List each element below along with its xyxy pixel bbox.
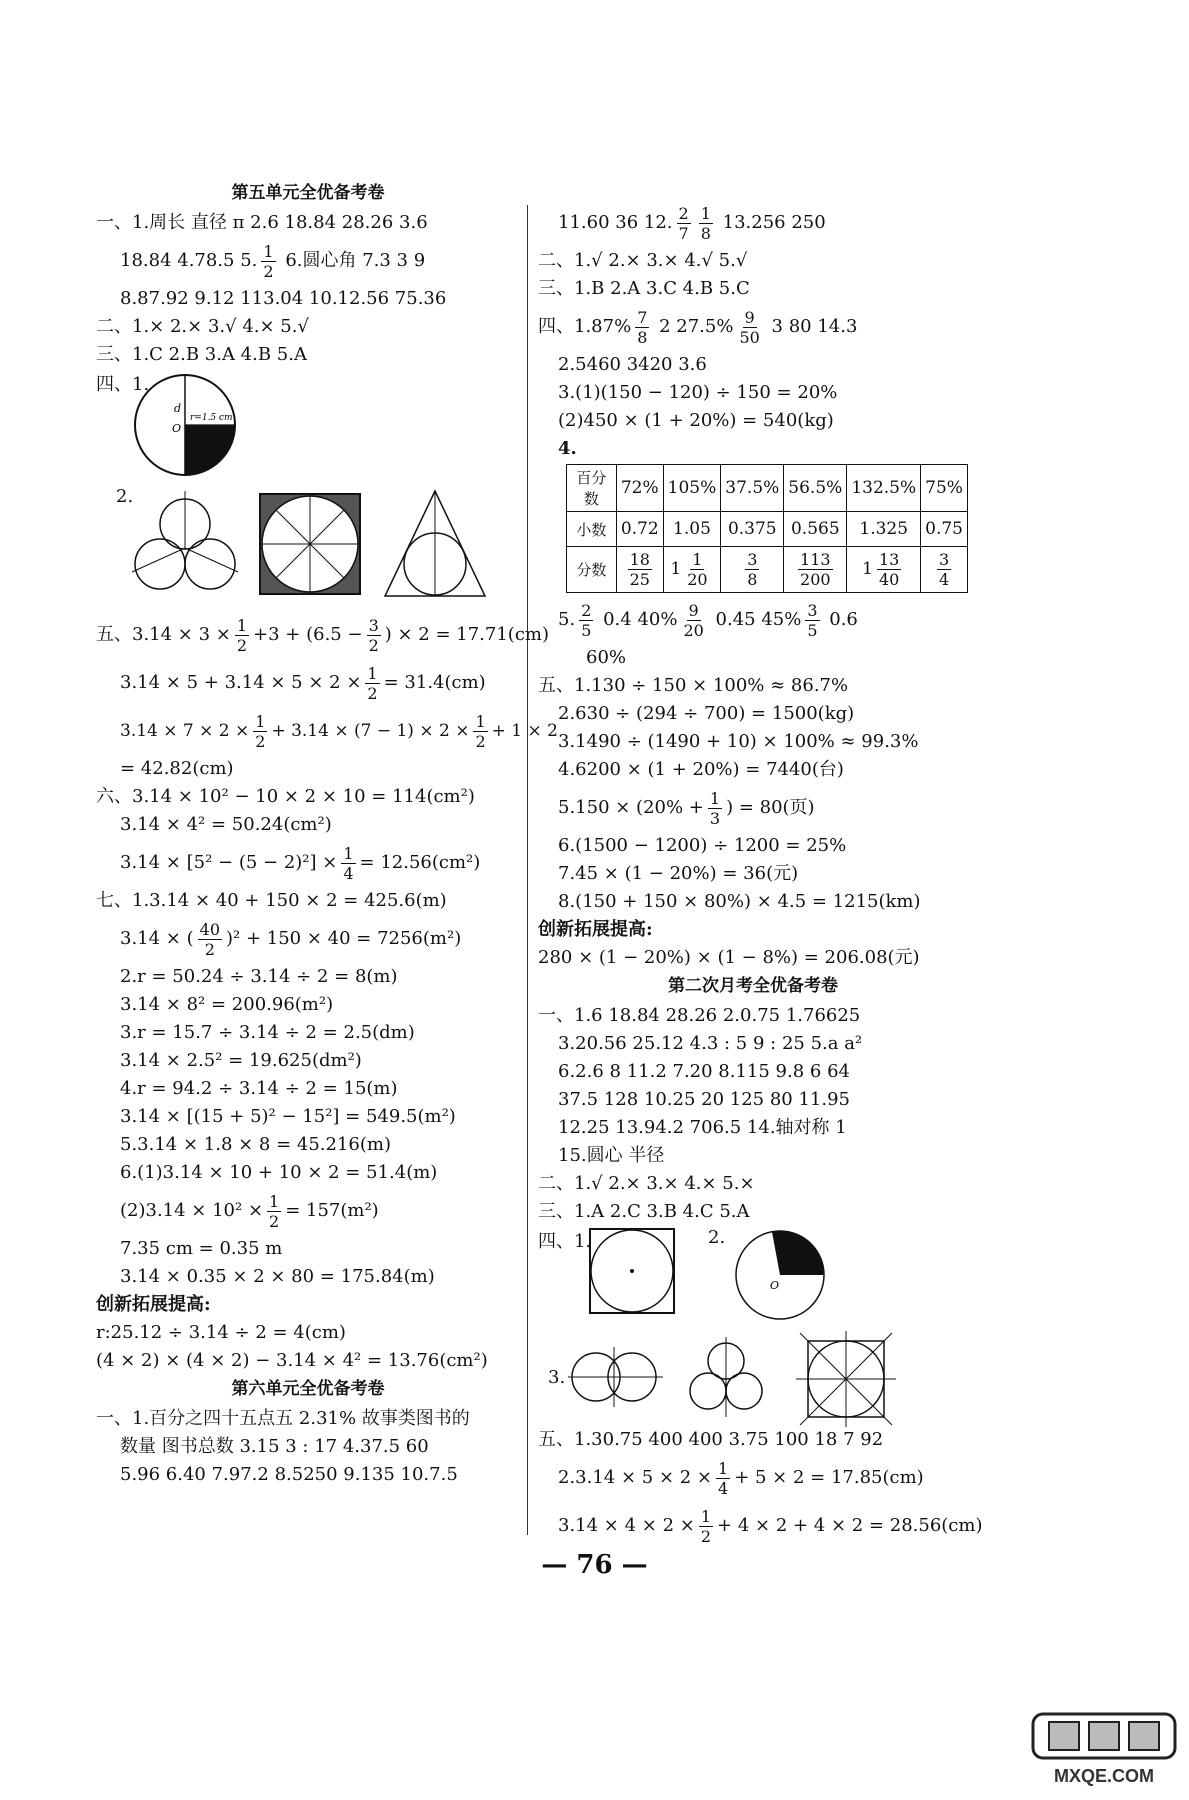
table-cell: 0.375 bbox=[721, 512, 784, 547]
answer-line: 2.5460 3420 3.6 bbox=[558, 354, 707, 375]
answer-line: 二、1.√ 2.× 3.× 4.× 5.× bbox=[538, 1173, 755, 1194]
answer-line: (2)450 × (1 + 20%) = 540(kg) bbox=[558, 410, 834, 431]
answer-line: 二、1.√ 2.× 3.× 4.√ 5.√ bbox=[538, 250, 748, 271]
answer-line: 5.3.14 × 1.8 × 8 = 45.216(m) bbox=[120, 1134, 392, 1155]
answer-line: 280 × (1 − 20%) × (1 − 8%) = 206.08(元) bbox=[538, 947, 920, 968]
unit5-title: 第五单元全优备考卷 bbox=[231, 183, 385, 203]
figure-month2-q4-3: 3. bbox=[538, 1327, 968, 1427]
table-cell: $\frac{3}{4}$ bbox=[921, 547, 968, 593]
radius-label: r=1.5 cm bbox=[190, 413, 233, 423]
answer-line: 3.14 × 0.35 × 2 × 80 = 175.84(m) bbox=[120, 1266, 435, 1287]
table-cell: 56.5% bbox=[784, 465, 847, 512]
month2-title: 第二次月考全优备考卷 bbox=[668, 976, 838, 996]
table-cell: 72% bbox=[616, 465, 663, 512]
table-cell: $\frac{18}{25}$ bbox=[616, 547, 663, 593]
answer-line: 3.14 × [5² − (5 − 2)²] × $\frac{1}{4}$ = 12.56(cm²) bbox=[120, 843, 481, 883]
answer-line: 3.14 × [(15 + 5)² − 15²] = 549.5(m²) bbox=[120, 1106, 456, 1127]
answer-line: 3.14 × ( $\frac{40}{2}$ )² + 150 × 40 = 7256(m²) bbox=[120, 919, 462, 959]
answer-line: 数量 图书总数 3.15 3 : 17 4.37.5 60 bbox=[120, 1436, 429, 1457]
answer-line: 六、3.14 × 10² − 10 × 2 × 10 = 114(cm²) bbox=[96, 786, 475, 807]
circle-diagram bbox=[130, 370, 240, 480]
answer-line: 3.(1)(150 − 120) ÷ 150 = 20% bbox=[558, 382, 838, 403]
center-label: O bbox=[172, 422, 182, 435]
answer-line: 18.84 4.78.5 5. $\frac{1}{2}$ 6.圆心角 7.3 3 9 bbox=[120, 241, 426, 281]
table-cell: 0.75 bbox=[921, 512, 968, 547]
fraction: $\frac{1}{2}$ bbox=[263, 241, 274, 281]
answer-line: (2)3.14 × 10² × $\frac{1}{2}$ = 157(m²) bbox=[120, 1191, 379, 1231]
column-divider bbox=[527, 205, 528, 1535]
answer-line: 60% bbox=[586, 647, 627, 668]
table-cell: $\frac{113}{200}$ bbox=[784, 547, 847, 593]
figure-circle-radius: 四、1. r=1.5 cm d O bbox=[96, 370, 520, 482]
answer-line: 6.2.6 8 11.2 7.20 8.115 9.8 6 64 bbox=[558, 1061, 850, 1082]
table-cell: 0.72 bbox=[616, 512, 663, 547]
answer-line: 三、1.C 2.B 3.A 4.B 5.A bbox=[96, 344, 307, 365]
right-column bbox=[538, 200, 983, 1551]
percent-table bbox=[566, 464, 968, 593]
answer-line: = 42.82(cm) bbox=[120, 758, 234, 779]
answer-line: 5. $\frac{2}{5}$ 0.4 40% $\frac{9}{20}$ 0.45 45% $\frac{3}{5}$ 0.6 bbox=[558, 600, 858, 640]
row-label: 小数 bbox=[567, 512, 617, 547]
three-circles-figure bbox=[690, 1337, 762, 1417]
section-heading: 创新拓展提高: bbox=[538, 919, 653, 940]
figure-month2-q4: 四、1. 2. O bbox=[538, 1227, 968, 1327]
answer-line: 三、1.B 2.A 3.C 4.B 5.C bbox=[538, 278, 750, 299]
square-circle-star-figure bbox=[796, 1331, 896, 1427]
answer-line: 5.96 6.40 7.97.2 8.5250 9.135 10.7.5 bbox=[120, 1464, 458, 1485]
table-cell: 1 $\frac{13}{40}$ bbox=[847, 547, 921, 593]
answer-line: 3.20.56 25.12 4.3 : 5 9 : 25 5.a a² bbox=[558, 1033, 863, 1054]
answer-line: 12.25 13.94.2 706.5 14.轴对称 1 bbox=[558, 1117, 847, 1138]
answer-line: 2.3.14 × 5 × 2 × $\frac{1}{4}$ + 5 × 2 = 17.85(cm) bbox=[558, 1458, 924, 1498]
watermark-logo bbox=[1029, 1710, 1179, 1790]
answer-line: 3.1490 ÷ (1490 + 10) × 100% ≈ 99.3% bbox=[558, 731, 919, 752]
three-circles-figure bbox=[132, 491, 238, 589]
answer-line: 4.r = 94.2 ÷ 3.14 ÷ 2 = 15(m) bbox=[120, 1078, 398, 1099]
square-circle-diagram bbox=[588, 1227, 678, 1317]
answer-line: 3.14 × 4 × 2 × $\frac{1}{2}$ + 4 × 2 + 4 × 2 = 28.56(cm) bbox=[558, 1506, 983, 1546]
answer-line: 一、1.6 18.84 28.26 2.0.75 1.76625 bbox=[538, 1005, 861, 1026]
answer-line: 一、1.百分之四十五点五 2.31% 故事类图书的 bbox=[96, 1408, 470, 1429]
answer-line: 3.14 × 4² = 50.24(cm²) bbox=[120, 814, 332, 835]
sector-diagram bbox=[730, 1227, 830, 1323]
two-circles-figure bbox=[568, 1347, 663, 1407]
table-cell: 1.05 bbox=[663, 512, 721, 547]
table-cell: 37.5% bbox=[721, 465, 784, 512]
answer-line: 三、1.A 2.C 3.B 4.C 5.A bbox=[538, 1201, 750, 1222]
left-column bbox=[96, 180, 558, 1490]
square-circle-figure bbox=[260, 494, 360, 594]
table-cell: 0.565 bbox=[784, 512, 847, 547]
answer-line: 37.5 128 10.25 20 125 80 11.95 bbox=[558, 1089, 850, 1110]
answer-line: 8.(150 + 150 × 80%) × 4.5 = 1215(km) bbox=[558, 891, 921, 912]
answer-line: 6.(1)3.14 × 10 + 10 × 2 = 51.4(m) bbox=[120, 1162, 438, 1183]
design-figures bbox=[130, 486, 530, 606]
answer-line: 5.150 × (20% + $\frac{1}{3}$ ) = 80(页) bbox=[558, 788, 815, 828]
answer-line: 二、1.× 2.× 3.√ 4.× 5.√ bbox=[96, 316, 309, 337]
table-cell: 75% bbox=[921, 465, 968, 512]
answer-line: 7.45 × (1 − 20%) = 36(元) bbox=[558, 863, 799, 884]
answer-line: 4. bbox=[558, 438, 577, 459]
answer-line: 五、3.14 × 3 × $\frac{1}{2}$ +3 + (6.5 − $\frac{3}{2}$ ) × 2 = 17.71(cm) bbox=[96, 615, 549, 655]
answer-line: 一、1.周长 直径 π 2.6 18.84 28.26 3.6 bbox=[96, 212, 428, 233]
answer-line: 3.14 × 7 × 2 × $\frac{1}{2}$ + 3.14 × (7 − 1) × 2 × $\frac{1}{2}$ + 1 × 2 bbox=[120, 712, 558, 751]
row-label: 分数 bbox=[567, 547, 617, 593]
table-cell: $\frac{3}{8}$ bbox=[721, 547, 784, 593]
unit6-title: 第六单元全优备考卷 bbox=[231, 1379, 385, 1399]
center-label: O bbox=[770, 1279, 780, 1292]
answer-line: 3.14 × 2.5² = 19.625(dm²) bbox=[120, 1050, 362, 1071]
answer-line: 3.14 × 8² = 200.96(m²) bbox=[120, 994, 334, 1015]
answer-line: 3.14 × 5 + 3.14 × 5 × 2 × $\frac{1}{2}$ = 31.4(cm) bbox=[120, 663, 486, 703]
answer-line: 七、1.3.14 × 40 + 150 × 2 = 425.6(m) bbox=[96, 890, 447, 911]
table-row bbox=[567, 547, 968, 593]
row-label: 百分数 bbox=[567, 465, 617, 512]
answer-line: 15.圆心 半径 bbox=[558, 1145, 665, 1166]
design-figures bbox=[568, 1327, 908, 1427]
answer-line: 2.630 ÷ (294 ÷ 700) = 1500(kg) bbox=[558, 703, 855, 724]
triangle-circle-figure bbox=[385, 491, 485, 596]
diameter-label: d bbox=[174, 402, 182, 415]
answer-line: 2.r = 50.24 ÷ 3.14 ÷ 2 = 8(m) bbox=[120, 966, 398, 987]
table-row bbox=[567, 512, 968, 547]
answer-line: 7.35 cm = 0.35 m bbox=[120, 1238, 283, 1259]
table-cell: 1 $\frac{1}{20}$ bbox=[663, 547, 721, 593]
table-cell: 132.5% bbox=[847, 465, 921, 512]
answer-line: 8.87.92 9.12 113.04 10.12.56 75.36 bbox=[120, 288, 447, 309]
answer-line: 五、1.130 ÷ 150 × 100% ≈ 86.7% bbox=[538, 675, 849, 696]
table-cell: 105% bbox=[663, 465, 721, 512]
answer-line: 3.r = 15.7 ÷ 3.14 ÷ 2 = 2.5(dm) bbox=[120, 1022, 415, 1043]
page-number: — 76 — bbox=[541, 1550, 648, 1580]
table-row bbox=[567, 465, 968, 512]
table-cell: 1.325 bbox=[847, 512, 921, 547]
answer-line: 四、1.87% $\frac{7}{8}$ 2 27.5% $\frac{9}{50}$ 3 80 14.3 bbox=[538, 307, 858, 347]
answer-line: (4 × 2) × (4 × 2) − 3.14 × 4² = 13.76(cm²) bbox=[96, 1350, 488, 1371]
answer-line: 4.6200 × (1 + 20%) = 7440(台) bbox=[558, 759, 844, 780]
answer-line: 6.(1500 − 1200) ÷ 1200 = 25% bbox=[558, 835, 847, 856]
answer-line: 五、1.30.75 400 400 3.75 100 18 7 92 bbox=[538, 1429, 884, 1450]
answer-line: 11.60 36 12. $\frac{2}{7}$ $\frac{1}{8}$ 13.256 250 bbox=[558, 203, 826, 243]
figure-three-designs: 2. bbox=[96, 486, 520, 606]
section-heading: 创新拓展提高: bbox=[96, 1294, 211, 1315]
answer-line: r:25.12 ÷ 3.14 ÷ 2 = 4(cm) bbox=[96, 1322, 346, 1343]
watermark-text: MXQE.COM bbox=[1053, 1766, 1155, 1786]
